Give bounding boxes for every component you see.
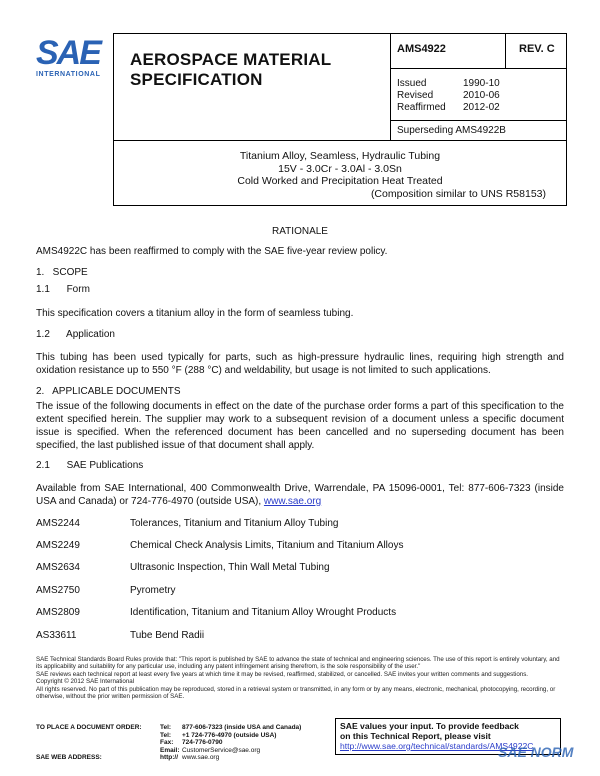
date-history: Issued 1990-10 Revised 2010-06 Reaffirmed 2012-02 xyxy=(397,78,500,113)
sae-website-link[interactable]: www.sae.org xyxy=(263,496,322,507)
reference-code: AS33611 xyxy=(36,630,77,641)
copyright: Copyright © 2012 SAE International xyxy=(36,678,135,686)
tel-inside-usa: 877-606-7323 (inside USA and Canada) xyxy=(182,724,302,731)
subject-line-1: Titanium Alloy, Seamless, Hydraulic Tubing xyxy=(239,150,441,162)
section-1-2-text: This tubing has been used typically for parts, such as high-pressure hydraulic lines, requiring high strength and oxidation resistance up to 550 °F (288 °C) and weldability, but usage is not limited to such applications. xyxy=(36,352,564,376)
rationale-heading: RATIONALE xyxy=(272,226,328,237)
section-1-1-heading: 1.1 Form xyxy=(36,284,90,295)
header-block xyxy=(113,33,567,141)
reference-row xyxy=(36,540,403,551)
reference-row xyxy=(36,630,204,641)
revised-date: 2010-06 xyxy=(463,90,500,101)
reference-row xyxy=(36,585,176,596)
email-address[interactable]: CustomerService@sae.org xyxy=(182,746,261,754)
reference-title: Tolerances, Titanium and Titanium Alloy Tubing xyxy=(130,518,339,529)
subject-line-4: (Composition similar to UNS R58153) xyxy=(370,187,546,200)
section-2-1-heading: 2.1 SAE Publications xyxy=(36,460,144,471)
section-1-heading: 1. SCOPE xyxy=(36,267,88,278)
review-policy: SAE reviews each technical report at least every five years at which time it may be revised, reaffirmed, stabilized, or cancelled. SAE invites your written comments and suggestions. xyxy=(36,670,529,678)
reference-code: AMS2750 xyxy=(36,585,80,596)
reference-title: Tube Bend Radii xyxy=(130,630,205,641)
subject-line-2: 15V - 3.0Cr - 3.0Al - 3.0Sn xyxy=(278,162,402,175)
rationale-text: AMS4922C has been reaffirmed to comply with the SAE five-year review policy. xyxy=(36,246,388,257)
tel-outside-usa: +1 724-776-4970 (outside USA) xyxy=(182,731,277,739)
revision-label: REV. C xyxy=(519,43,555,55)
document-type-title: AEROSPACE MATERIAL SPECIFICATION xyxy=(130,50,332,89)
issued-date: 1990-10 xyxy=(463,78,500,89)
subject-block xyxy=(113,140,567,206)
subject-line-3: Cold Worked and Precipitation Heat Treated xyxy=(237,175,443,187)
sae-logo xyxy=(36,36,116,82)
reference-row xyxy=(36,562,330,573)
technical-board-rules: SAE Technical Standards Board Rules provide that: "This report is published by SAE to advance the state of technical and engineering sciences. The use of this report is entirely voluntary, and its applicability and suitability for any particular use, including any patent infringement arising therefrom, is the sole responsibility of the user." xyxy=(36,656,560,671)
sae-logo-subtitle: INTERNATIONAL xyxy=(36,71,101,78)
reference-title: Chemical Check Analysis Limits, Titanium and Titanium Alloys xyxy=(130,540,404,551)
rights-reserved: All rights reserved. No part of this publication may be reproduced, stored in a retrieval system or transmitted, in any form or by any means, electronic, mechanical, photocopying, recording, or otherwise, without the prior written permission of SAE. xyxy=(36,685,556,701)
section-1-2-heading: 1.2 Application xyxy=(36,329,115,340)
reference-code: AMS2244 xyxy=(36,518,80,529)
document-number: AMS4922 xyxy=(397,43,446,55)
reference-title: Ultrasonic Inspection, Thin Wall Metal Tubing xyxy=(130,562,330,573)
reference-title: Pyrometry xyxy=(130,585,176,596)
section-2-1-text: Available from SAE International, 400 Commonwealth Drive, Warrendale, PA 15096-0001, Tel: 877-606-7323 (inside USA and Canada) or 724-776-4970 (outside USA), www.sae.org xyxy=(36,483,564,507)
sae-logo-mark: SAE xyxy=(36,34,100,72)
sae-norm-watermark: SAE NORM xyxy=(498,744,574,760)
superseding-note: Superseding AMS4922B xyxy=(397,125,506,136)
reference-row xyxy=(36,607,396,618)
reference-code: AMS2634 xyxy=(36,562,80,573)
section-2-text: The issue of the following documents in effect on the date of the purchase order forms a part of this specification to the extent specified herein. The supplier may work to a subsequent revision of a document unless a specific document issue is specified. When the referenced document has been cancelled and no superseding document has been specified, the last published issue of that document shall apply. xyxy=(36,401,564,451)
fax-number: 724-776-0790 xyxy=(182,739,223,747)
section-1-1-text: This specification covers a titanium alloy in the form of seamless tubing. xyxy=(36,308,354,319)
reference-title: Identification, Titanium and Titanium Alloy Wrought Products xyxy=(130,607,397,618)
reference-code: AMS2249 xyxy=(36,540,80,551)
footer-legal xyxy=(36,656,564,700)
web-address[interactable]: www.sae.org xyxy=(182,754,220,762)
feedback-box: SAE values your input. To provide feedback on this Technical Report, please visit http://www.sae.org/technical/standards/AMS4922C xyxy=(335,718,561,755)
order-contact: TO PLACE A DOCUMENT ORDER: Tel: 877-606-7323 (inside USA and Canada) Tel: +1 724-776-4970 (outside USA) Fax: 724-776-0790 Email: CustomerService@sae.org SAE WEB ADDRESS: http:// www.sae.org xyxy=(36,724,302,762)
section-2-heading: 2. APPLICABLE DOCUMENTS xyxy=(36,386,181,397)
reaffirmed-date: 2012-02 xyxy=(463,102,500,113)
reference-code: AMS2809 xyxy=(36,607,80,618)
reference-row xyxy=(36,518,338,529)
feedback-link[interactable]: http://www.sae.org/technical/standards/AMS4922C xyxy=(340,741,534,751)
